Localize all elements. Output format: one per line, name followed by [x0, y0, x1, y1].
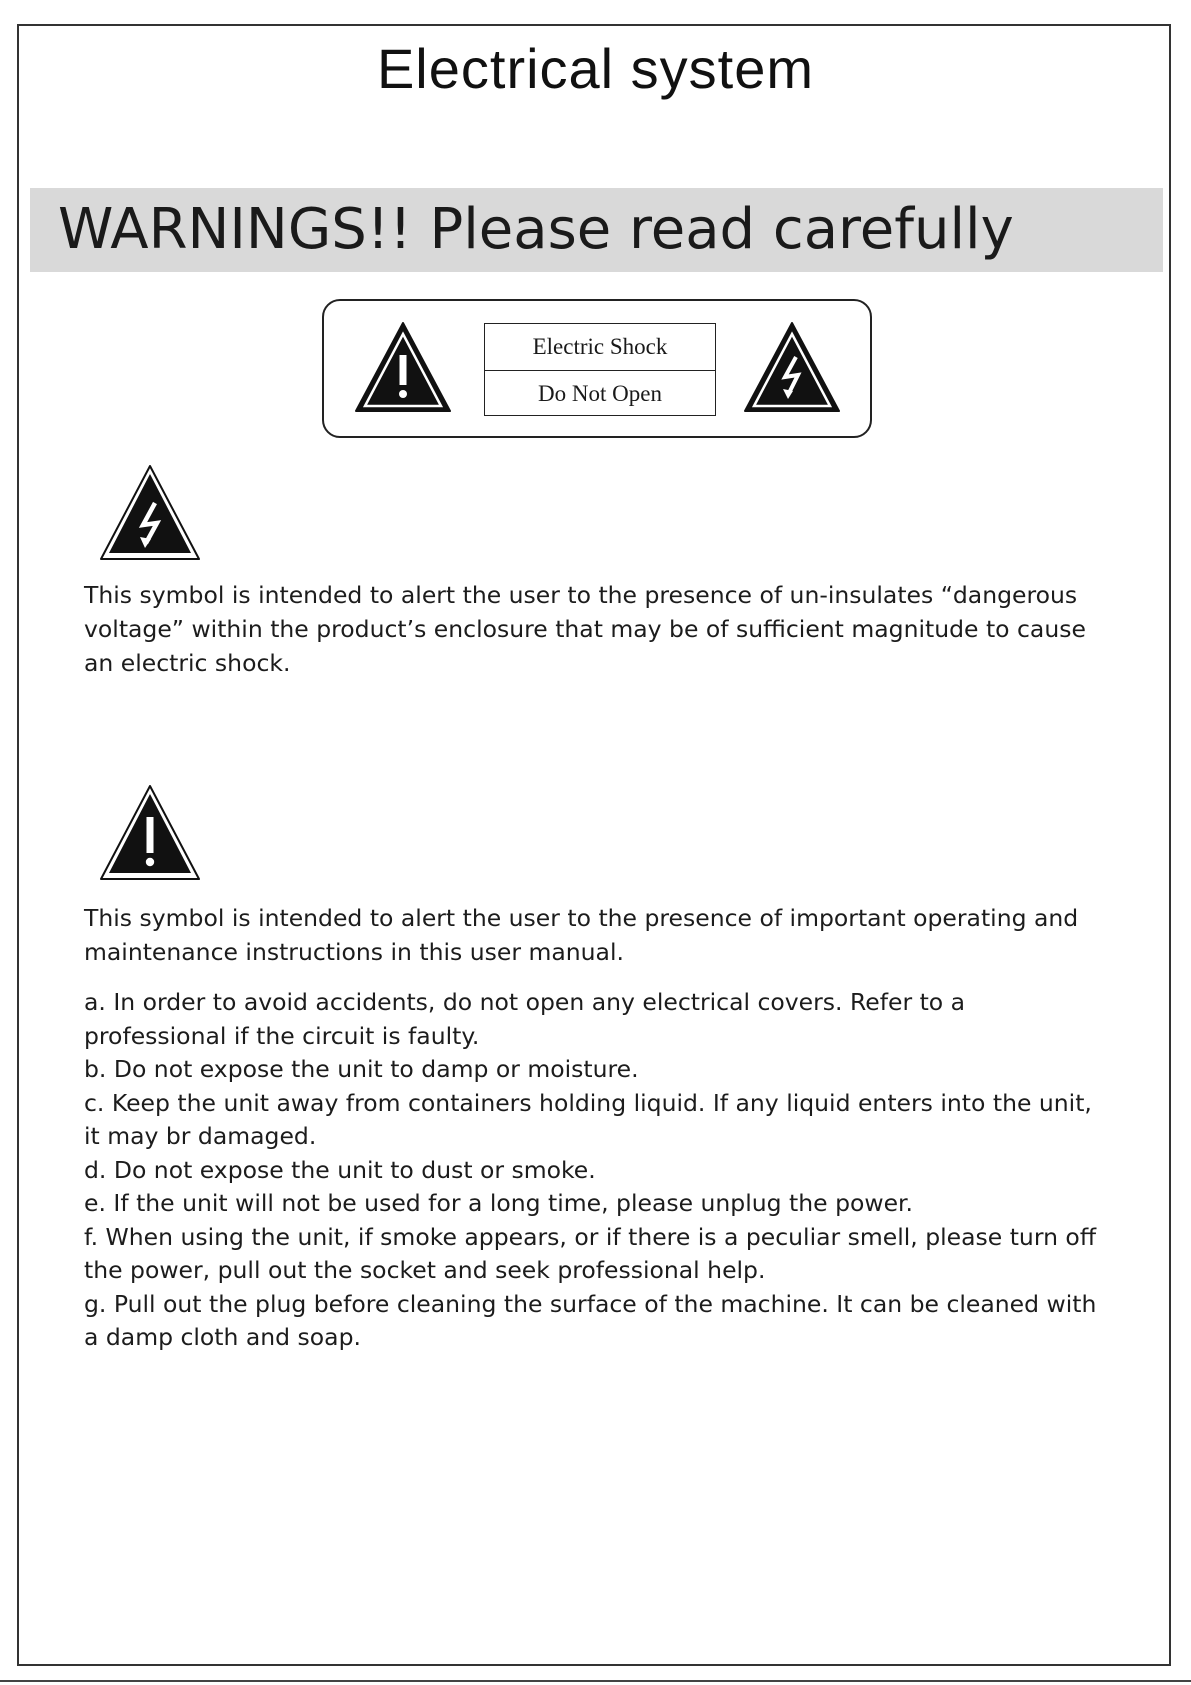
instruction-list: [84, 986, 1104, 1355]
instruction-item: b. Do not expose the unit to damp or moisture.: [84, 1055, 639, 1083]
instruction-item: e. If the unit will not be used for a long time, please unplug the power.: [84, 1189, 914, 1217]
caution-symbol-description: This symbol is intended to alert the user to the presence of important operating and maintenance instructions in this user manual.: [84, 904, 1079, 966]
warning-banner-text: WARNINGS!! Please read carefully: [58, 197, 1014, 262]
footer-divider: [0, 1680, 1191, 1682]
warning-label-text-box: [484, 323, 716, 416]
warning-exclamation-icon: [98, 783, 202, 888]
instruction-item: c. Keep the unit away from containers holding liquid. If any liquid enters into the unit, it may br damaged.: [84, 1088, 1092, 1150]
instruction-item: d. Do not expose the unit to dust or smoke.: [84, 1155, 596, 1184]
warning-exclamation-icon: [353, 319, 453, 420]
electric-shock-icon: [98, 463, 202, 568]
warning-label-line-2: Do Not Open: [538, 381, 662, 406]
warning-label: [322, 299, 872, 438]
instruction-item: f. When using the unit, if smoke appears, or if there is a peculiar smell, please turn off the power, pull out the socket and seek professional help.: [84, 1222, 1097, 1284]
page-title: Electrical system: [376, 37, 815, 100]
warning-banner: [30, 188, 1163, 272]
electric-shock-icon: [742, 319, 842, 420]
instruction-item: a. In order to avoid accidents, do not open any electrical covers. Refer to a professional if the circuit is faulty.: [84, 988, 966, 1050]
warning-label-line-1: Electric Shock: [485, 324, 715, 371]
shock-symbol-description: This symbol is intended to alert the user to the presence of un-insulates “dangerous voltage” within the product’s enclosure that may be of sufficient magnitude to cause an electric shock.: [84, 581, 1086, 677]
instruction-item: g. Pull out the plug before cleaning the surface of the machine. It can be cleaned with a damp cloth and soap.: [84, 1289, 1097, 1351]
